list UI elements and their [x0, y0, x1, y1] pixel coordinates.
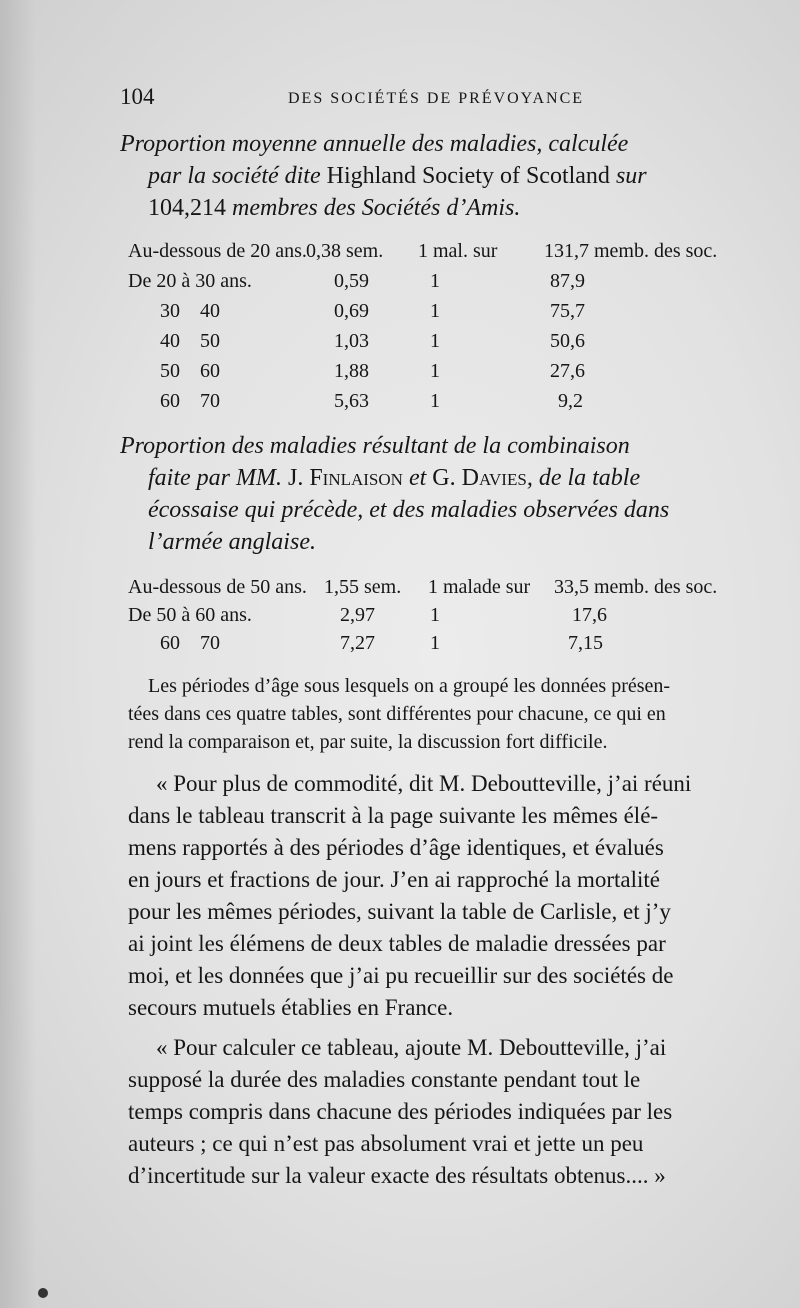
text-line: pour les mêmes périodes, suivant la table de Carlisle, et j’y — [128, 899, 671, 924]
age-cell: 60 70 — [160, 632, 220, 654]
caption-line: écossaise qui précède, et des maladies observées dans — [148, 497, 670, 523]
sick-count-cell: 1 — [430, 390, 440, 412]
weeks-cell: 1,03 — [334, 330, 369, 352]
caption-line: Proportion moyenne annuelle des maladies, calculée — [120, 131, 629, 157]
caption-line: Proportion des maladies résultant de la combinaison — [120, 433, 630, 459]
age-cell: 60 70 — [160, 390, 220, 412]
weeks-cell: 1,55 sem. — [324, 576, 402, 598]
weeks-cell: 0,38 sem. — [306, 240, 384, 262]
age-cell: De 50 à 60 ans. — [128, 604, 252, 626]
page-number: 104 — [120, 84, 155, 109]
members-cell: 7,15 — [568, 632, 603, 654]
text-line: « Pour calculer ce tableau, ajoute M. Deboutteville, j’ai — [156, 1035, 667, 1060]
text-line: ai joint les élémens de deux tables de maladie dressées par — [128, 931, 666, 956]
text-line: auteurs ; ce qui n’est pas absolument vrai et jette un peu — [128, 1131, 644, 1156]
text-line: mens rapportés à des périodes d’âge identiques, et évalués — [128, 835, 664, 860]
members-cell: 33,5 memb. des soc. — [554, 576, 718, 598]
text-line: Les périodes d’âge sous lesquels on a groupé les données présen- — [148, 675, 671, 697]
table2-caption — [120, 430, 766, 558]
age-cell: Au-dessous de 20 ans. — [128, 240, 307, 262]
weeks-cell: 0,69 — [334, 300, 369, 322]
sick-count-cell: 1 — [430, 330, 440, 352]
members-cell: 27,6 — [550, 360, 585, 382]
body-paragraph — [128, 768, 768, 1024]
weeks-cell: 0,59 — [334, 270, 369, 292]
age-cell: De 20 à 30 ans. — [128, 270, 252, 292]
weeks-cell: 1,88 — [334, 360, 369, 382]
text-line: supposé la durée des maladies constante pendant tout le — [128, 1067, 641, 1092]
caption-line: l’armée anglaise. — [148, 529, 316, 555]
weeks-cell: 5,63 — [334, 390, 369, 412]
text-line: d’incertitude sur la valeur exacte des résultats obtenus.... » — [128, 1163, 666, 1188]
age-cell: 50 60 — [160, 360, 220, 382]
caption-line: 104,214 membres des Sociétés d’Amis. — [148, 195, 521, 221]
sick-count-cell: 1 — [430, 270, 440, 292]
text-line: temps compris dans chacune des périodes indiquées par les — [128, 1099, 673, 1124]
text-line: « Pour plus de commodité, dit M. Deboutteville, j’ai réuni — [156, 771, 692, 796]
text-line: secours mutuels établies en France. — [128, 995, 454, 1020]
ink-spot — [38, 1288, 48, 1298]
text-line: rend la comparaison et, par suite, la discussion fort difficile. — [128, 731, 608, 753]
page-gutter-shadow — [0, 0, 36, 1308]
weeks-cell: 2,97 — [340, 604, 375, 626]
text-line: tées dans ces quatre tables, sont différentes pour chacune, ce qui en — [128, 703, 666, 725]
age-cell: Au-dessous de 50 ans. — [128, 576, 307, 598]
caption-line: par la société dite Highland Society of Scotland sur — [148, 163, 647, 189]
members-cell: 50,6 — [550, 330, 585, 352]
text-line: moi, et les données que j’ai pu recueillir sur des sociétés de — [128, 963, 674, 988]
table1-caption — [120, 128, 766, 224]
sick-count-cell: 1 — [430, 632, 440, 654]
caption-line: faite par MM. J. Finlaison et G. Davies, de la table — [148, 465, 641, 491]
weeks-cell: 7,27 — [340, 632, 375, 654]
sick-count-cell: 1 malade sur — [428, 576, 531, 598]
body-paragraph — [128, 1032, 768, 1192]
sick-count-cell: 1 — [430, 300, 440, 322]
members-cell: 17,6 — [572, 604, 607, 626]
note-paragraph — [128, 672, 768, 756]
members-cell: 87,9 — [550, 270, 585, 292]
text-line: dans le tableau transcrit à la page suivante les mêmes élé- — [128, 803, 659, 828]
sick-count-cell: 1 — [430, 360, 440, 382]
age-cell: 40 50 — [160, 330, 220, 352]
running-head: DES SOCIÉTÉS DE PRÉVOYANCE — [288, 90, 585, 107]
members-cell: 131,7 memb. des soc. — [544, 240, 718, 262]
text-line: en jours et fractions de jour. J’en ai rapproché la mortalité — [128, 867, 660, 892]
members-cell: 9,2 — [558, 390, 583, 412]
members-cell: 75,7 — [550, 300, 585, 322]
sick-count-cell: 1 mal. sur — [418, 240, 498, 262]
sick-count-cell: 1 — [430, 604, 440, 626]
page-header — [120, 84, 770, 116]
age-cell: 30 40 — [160, 300, 220, 322]
